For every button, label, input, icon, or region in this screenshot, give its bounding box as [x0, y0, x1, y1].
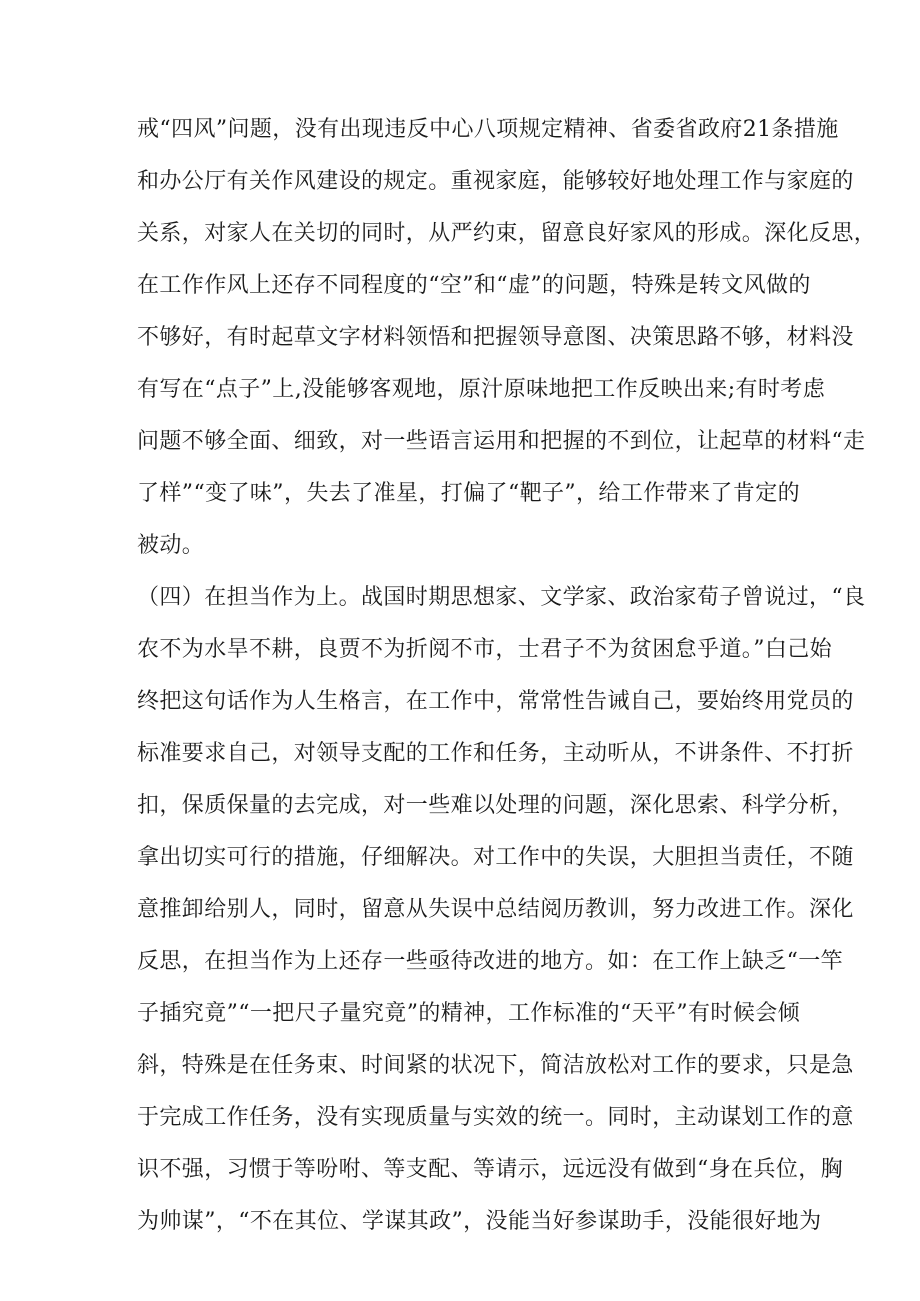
text-line: 农不为水旱不耕，良贾不为折阅不市，士君子不为贫困怠乎道。”白己始 — [137, 637, 833, 662]
text-line: 反思，在担当作为上还存一些亟待改进的地方。如：在工作上缺乏“一竿 — [137, 949, 844, 974]
text-line: （四）在担当作为上。战国时期思想家、文学家、政治家荀子曾说过，“良 — [137, 585, 866, 610]
text-line: 于完成工作任务，没有实现质量与实效的统一。同时，主动谋划工作的意 — [137, 1105, 854, 1130]
text-line: 拿出切实可行的措施，仔细解决。对工作中的失误，大胆担当责任，不随 — [137, 845, 854, 870]
text-line: 为帅谋”，“不在其位、学谋其政”，没能当好参谋助手，没能很好地为 — [137, 1209, 822, 1234]
text-line: 有写在“点子”上,没能够客观地，原汁原味地把工作反映出来;有时考虑 — [137, 377, 826, 402]
text-line: 不够好，有时起草文字材料领悟和把握领导意图、决策思路不够，材料没 — [137, 325, 854, 350]
text-line: 问题不够全面、细致，对一些语言运用和把握的不到位，让起草的材料“走 — [137, 429, 866, 454]
text-line: 了样”“变了味”，失去了准星，打偏了“靶子”，给工作带来了肯定的 — [137, 481, 801, 506]
text-line: 意推卸给别人，同时，留意从失误中总结阅历教训，努力改进工作。深化 — [137, 897, 854, 922]
text-line: 终把这句话作为人生格言，在工作中，常常性告诫自己，要始终用党员的 — [137, 689, 854, 714]
text-line: 识不强，习惯于等吩咐、等支配、等请示，远远没有做到“身在兵位，胸 — [137, 1157, 844, 1182]
text-line: 和办公厅有关作风建设的规定。重视家庭，能够较好地处理工作与家庭的 — [137, 169, 854, 194]
text-line: 斜，特殊是在任务束、时间紧的状况下，简洁放松对工作的要求，只是急 — [137, 1053, 854, 1078]
text-line: 被动。 — [137, 533, 205, 558]
text-line: 在工作作风上还存不同程度的“空”和“虚”的问题，特殊是转文风做的 — [137, 273, 811, 298]
text-line: 标准要求自己，对领导支配的工作和任务，主动听从，不讲条件、不打折 — [137, 741, 854, 766]
text-line: 关系，对家人在关切的同时，从严约束，留意良好家风的形成。深化反思， — [137, 221, 877, 246]
text-line: 戒“四风”问题，没有出现违反中心八项规定精神、省委省政府21条措施 — [137, 117, 839, 142]
text-line: 扣，保质保量的去完成，对一些难以处理的问题，深化思索、科学分析， — [137, 793, 854, 818]
text-line: 子插究竟”“一把尺子量究竟”的精神，工作标准的“天平”有时候会倾 — [137, 1001, 801, 1026]
